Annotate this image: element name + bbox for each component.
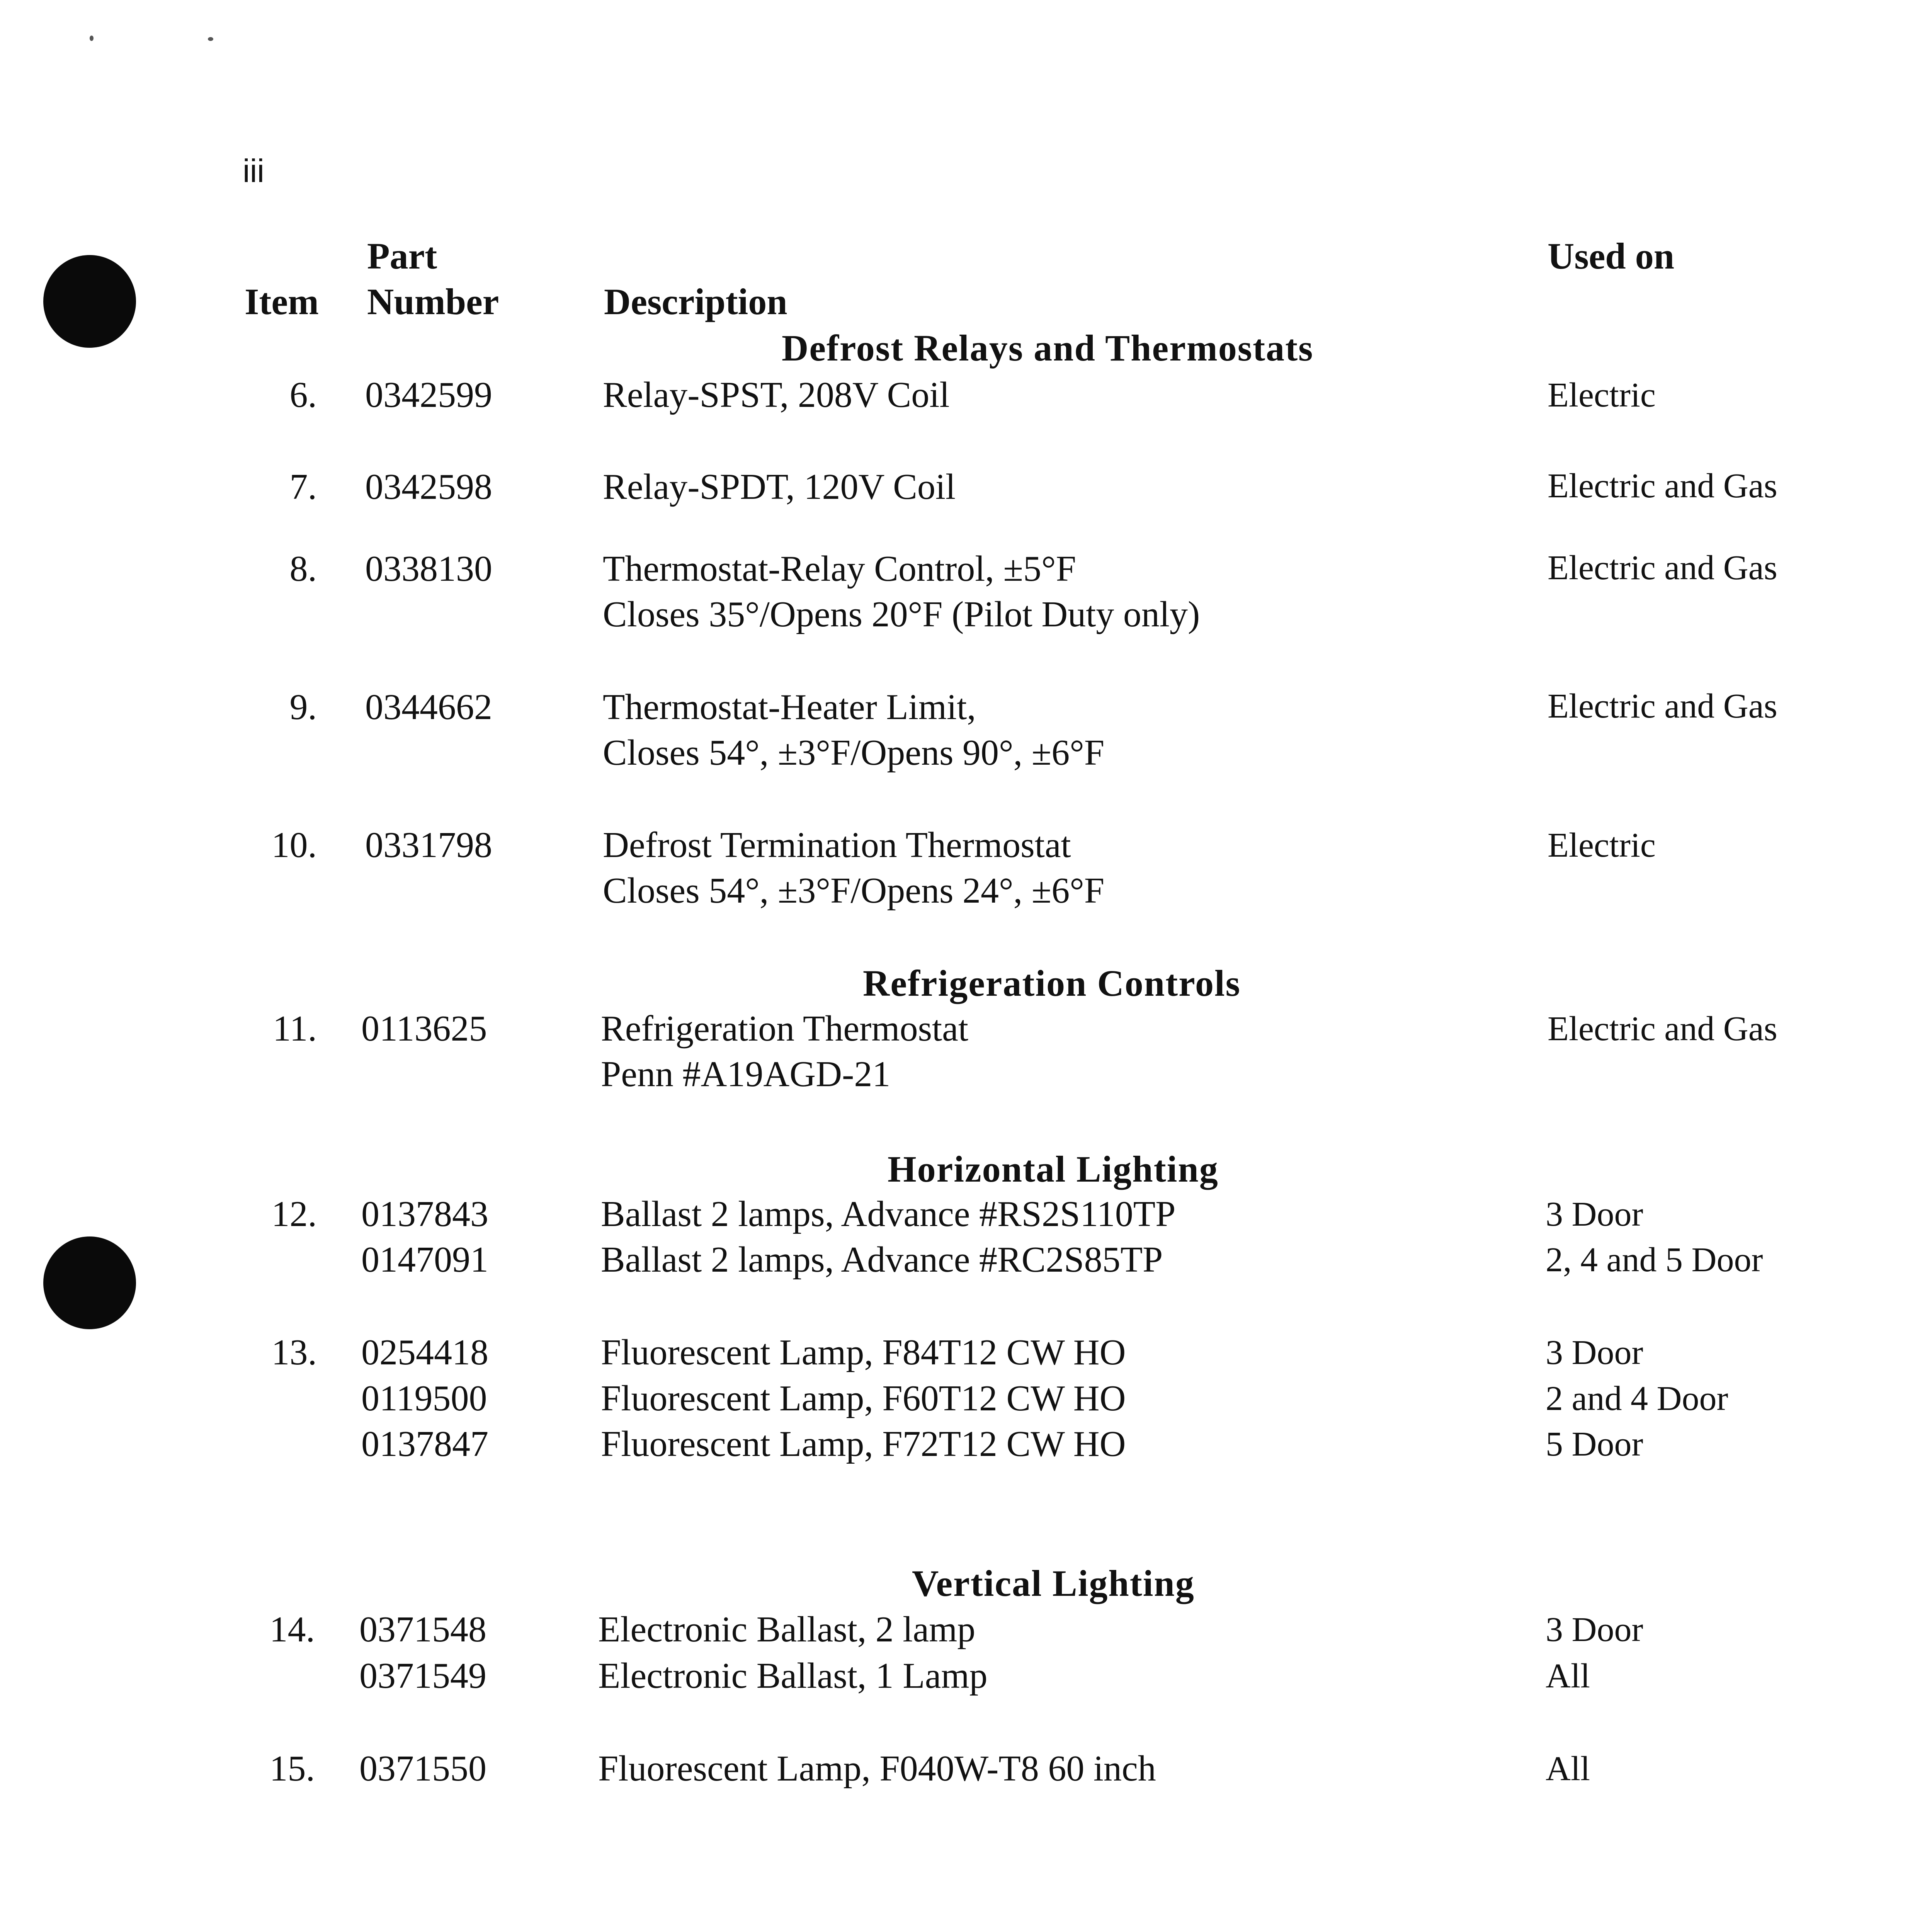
description: Electronic Ballast, 1 Lamp: [598, 1656, 988, 1696]
item-number: 9.: [289, 687, 317, 727]
header-part-line2: Number: [367, 281, 499, 322]
page-number: iii: [243, 153, 264, 189]
header-item: Item: [245, 281, 319, 322]
part-number: 0371548: [359, 1609, 486, 1650]
used-on: Electric and Gas: [1548, 687, 1777, 725]
part-number: 0254418: [361, 1332, 488, 1372]
description: Relay-SPDT, 120V Coil: [603, 467, 956, 507]
section-title: Vertical Lighting: [912, 1563, 1195, 1604]
part-number: 0137843: [361, 1194, 488, 1234]
part-number: 0342598: [365, 467, 492, 507]
part-number: 0338130: [365, 549, 492, 589]
item-number: 15.: [269, 1748, 315, 1789]
description: Thermostat-Heater Limit,: [603, 687, 976, 727]
header-used-on: Used on: [1548, 235, 1675, 277]
used-on: Electric: [1548, 376, 1656, 414]
used-on: 3 Door: [1546, 1195, 1643, 1233]
part-number: 0342599: [365, 375, 492, 415]
used-on: Electric and Gas: [1548, 1010, 1777, 1048]
item-number: 12.: [271, 1194, 317, 1234]
used-on: 2 and 4 Door: [1546, 1379, 1728, 1418]
part-number: 0137847: [361, 1424, 488, 1464]
used-on: Electric and Gas: [1548, 549, 1777, 587]
part-number: 0344662: [365, 687, 492, 727]
part-number: 0371550: [359, 1748, 486, 1789]
used-on: 2, 4 and 5 Door: [1546, 1241, 1763, 1279]
part-number: 0331798: [365, 825, 492, 865]
section-title: Defrost Relays and Thermostats: [782, 327, 1314, 369]
binder-hole-middle: [43, 1236, 136, 1329]
part-number: 0119500: [361, 1378, 487, 1418]
description: Fluorescent Lamp, F040W-T8 60 inch: [598, 1748, 1156, 1789]
description: Defrost Termination Thermostat: [603, 825, 1071, 865]
description: Refrigeration Thermostat: [601, 1009, 969, 1049]
item-number: 13.: [271, 1332, 317, 1372]
description-line2: Closes 35°/Opens 20°F (Pilot Duty only): [603, 594, 1200, 634]
description: Fluorescent Lamp, F60T12 CW HO: [601, 1378, 1126, 1418]
part-number: 0371549: [359, 1656, 486, 1696]
used-on: Electric and Gas: [1548, 467, 1777, 505]
description-line2: Closes 54°, ±3°F/Opens 24°, ±6°F: [603, 871, 1105, 911]
item-number: 7.: [289, 467, 317, 507]
description: Ballast 2 lamps, Advance #RS2S110TP: [601, 1194, 1176, 1234]
used-on: All: [1546, 1750, 1590, 1788]
description: Ballast 2 lamps, Advance #RC2S85TP: [601, 1240, 1163, 1280]
binder-hole-top: [43, 255, 136, 348]
scan-speck: [90, 36, 94, 41]
scan-speck: [208, 37, 213, 41]
used-on: Electric: [1548, 826, 1656, 864]
part-number: 0147091: [361, 1240, 488, 1280]
description: Fluorescent Lamp, F84T12 CW HO: [601, 1332, 1126, 1372]
item-number: 6.: [289, 375, 317, 415]
used-on: 3 Door: [1546, 1611, 1643, 1649]
description-line2: Penn #A19AGD-21: [601, 1054, 891, 1094]
description: Electronic Ballast, 2 lamp: [598, 1609, 976, 1650]
description: Relay-SPST, 208V Coil: [603, 375, 950, 415]
description: Thermostat-Relay Control, ±5°F: [603, 549, 1076, 589]
part-number: 0113625: [361, 1009, 487, 1049]
item-number: 14.: [269, 1609, 315, 1650]
item-number: 8.: [289, 549, 317, 589]
used-on: All: [1546, 1657, 1590, 1695]
item-number: 10.: [271, 825, 317, 865]
description: Fluorescent Lamp, F72T12 CW HO: [601, 1424, 1126, 1464]
item-number: 11.: [272, 1009, 317, 1049]
section-title: Refrigeration Controls: [863, 963, 1241, 1004]
header-description: Description: [604, 281, 787, 322]
used-on: 3 Door: [1546, 1333, 1643, 1372]
used-on: 5 Door: [1546, 1425, 1643, 1463]
description-line2: Closes 54°, ±3°F/Opens 90°, ±6°F: [603, 733, 1105, 773]
section-title: Horizontal Lighting: [888, 1148, 1219, 1190]
header-part-line1: Part: [367, 235, 437, 277]
